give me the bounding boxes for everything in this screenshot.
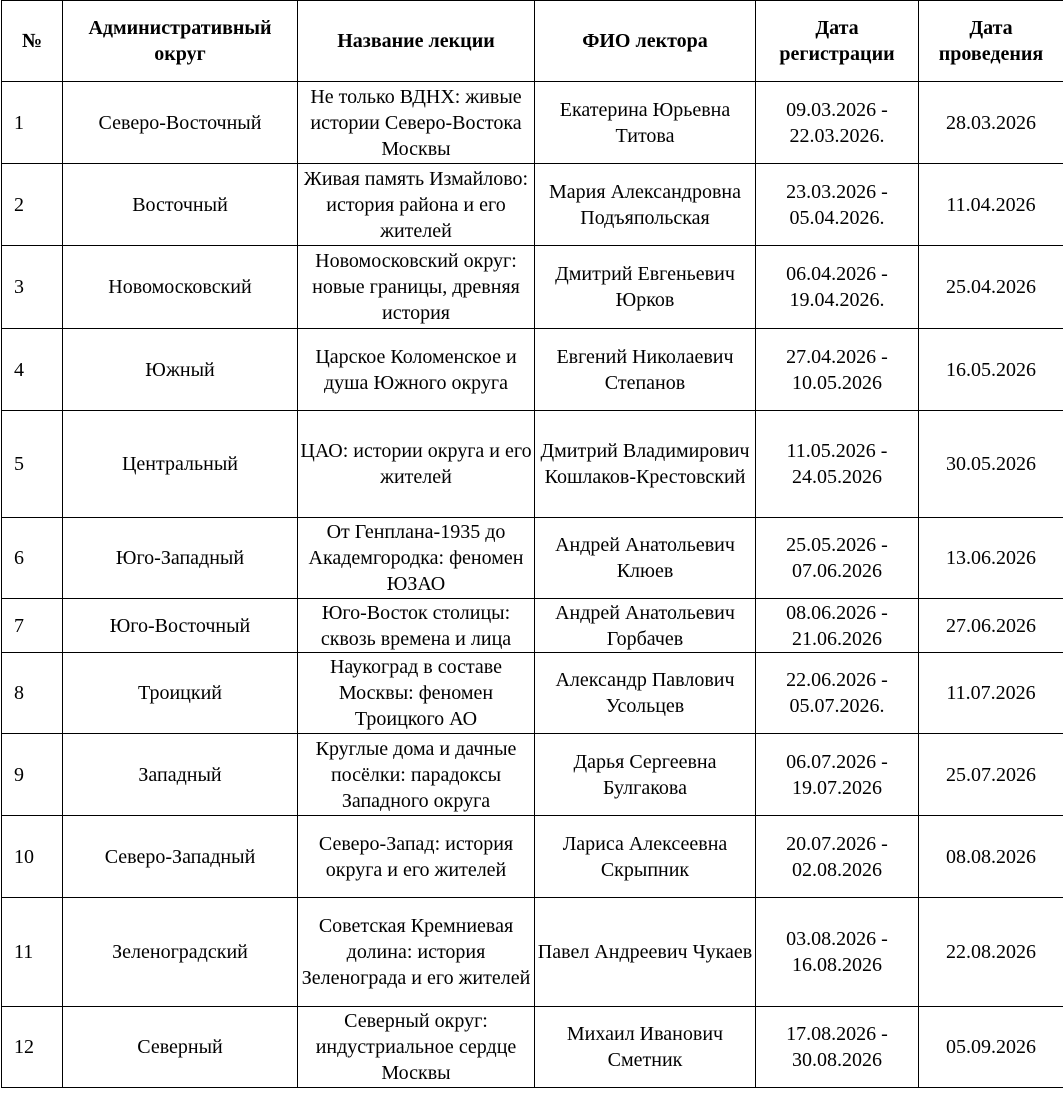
- cell-date: 16.05.2026: [919, 329, 1063, 411]
- cell-lecture: Северный округ: индустриальное сердце Москвы: [298, 1007, 535, 1088]
- cell-date: 22.08.2026: [919, 898, 1063, 1007]
- cell-number: 3: [2, 246, 63, 329]
- cell-district: Центральный: [63, 411, 298, 518]
- cell-registration: 03.08.2026 - 16.08.2026: [756, 898, 919, 1007]
- header-row: [2, 1, 1063, 82]
- table-row: [2, 329, 1063, 411]
- cell-district: Южный: [63, 329, 298, 411]
- table-row: [2, 599, 1063, 653]
- table-row: [2, 734, 1063, 816]
- cell-lecture: Юго-Восток столицы: сквозь времена и лица: [298, 599, 535, 653]
- cell-lecturer: Евгений Николаевич Степанов: [535, 329, 756, 411]
- table-row: [2, 1007, 1063, 1088]
- cell-district: Северо-Западный: [63, 816, 298, 898]
- cell-number: 6: [2, 518, 63, 599]
- cell-registration: 23.03.2026 - 05.04.2026.: [756, 164, 919, 246]
- cell-number: 2: [2, 164, 63, 246]
- cell-date: 28.03.2026: [919, 82, 1063, 164]
- cell-lecture: Советская Кремниевая долина: история Зеленограда и его жителей: [298, 898, 535, 1007]
- cell-number: 9: [2, 734, 63, 816]
- header-number: №: [2, 1, 63, 82]
- cell-lecturer: Михаил Иванович Сметник: [535, 1007, 756, 1088]
- cell-lecture: Не только ВДНХ: живые истории Северо-Востока Москвы: [298, 82, 535, 164]
- table-row: [2, 164, 1063, 246]
- cell-lecturer: Андрей Анатольевич Клюев: [535, 518, 756, 599]
- cell-number: 4: [2, 329, 63, 411]
- header-registration: Дата регистрации: [756, 1, 919, 82]
- cell-lecturer: Павел Андреевич Чукаев: [535, 898, 756, 1007]
- table-row: [2, 653, 1063, 734]
- cell-lecture: Царское Коломенское и душа Южного округа: [298, 329, 535, 411]
- cell-registration: 06.07.2026 - 19.07.2026: [756, 734, 919, 816]
- header-date: Дата проведения: [919, 1, 1063, 82]
- cell-registration: 27.04.2026 - 10.05.2026: [756, 329, 919, 411]
- table-row: [2, 411, 1063, 518]
- table-row: [2, 898, 1063, 1007]
- cell-date: 13.06.2026: [919, 518, 1063, 599]
- cell-registration: 11.05.2026 - 24.05.2026: [756, 411, 919, 518]
- cell-lecture: От Генплана-1935 до Академгородка: феномен ЮЗАО: [298, 518, 535, 599]
- cell-registration: 17.08.2026 - 30.08.2026: [756, 1007, 919, 1088]
- cell-number: 8: [2, 653, 63, 734]
- cell-district: Северный: [63, 1007, 298, 1088]
- table-row: [2, 518, 1063, 599]
- header-district: Административный округ: [63, 1, 298, 82]
- cell-lecture: Живая память Измайлово: история района и его жителей: [298, 164, 535, 246]
- cell-lecture: Наукоград в составе Москвы: феномен Троицкого АО: [298, 653, 535, 734]
- cell-lecture: Северо-Запад: история округа и его жителей: [298, 816, 535, 898]
- cell-lecturer: Дмитрий Евгеньевич Юрков: [535, 246, 756, 329]
- cell-date: 11.04.2026: [919, 164, 1063, 246]
- cell-registration: 20.07.2026 - 02.08.2026: [756, 816, 919, 898]
- table-body: [2, 82, 1063, 1088]
- cell-date: 05.09.2026: [919, 1007, 1063, 1088]
- cell-lecturer: Андрей Анатольевич Горбачев: [535, 599, 756, 653]
- cell-number: 10: [2, 816, 63, 898]
- cell-date: 27.06.2026: [919, 599, 1063, 653]
- cell-number: 1: [2, 82, 63, 164]
- cell-district: Западный: [63, 734, 298, 816]
- cell-district: Юго-Западный: [63, 518, 298, 599]
- cell-district: Восточный: [63, 164, 298, 246]
- cell-lecturer: Дмитрий Владимирович Кошлаков-Крестовский: [535, 411, 756, 518]
- cell-date: 08.08.2026: [919, 816, 1063, 898]
- cell-lecturer: Лариса Алексеевна Скрыпник: [535, 816, 756, 898]
- cell-district: Новомосковский: [63, 246, 298, 329]
- cell-registration: 06.04.2026 - 19.04.2026.: [756, 246, 919, 329]
- cell-date: 30.05.2026: [919, 411, 1063, 518]
- table-row: [2, 816, 1063, 898]
- cell-registration: 09.03.2026 - 22.03.2026.: [756, 82, 919, 164]
- cell-district: Северо-Восточный: [63, 82, 298, 164]
- cell-lecturer: Мария Александровна Подъяпольская: [535, 164, 756, 246]
- cell-registration: 22.06.2026 - 05.07.2026.: [756, 653, 919, 734]
- cell-lecture: ЦАО: истории округа и его жителей: [298, 411, 535, 518]
- lecture-schedule-table: [1, 0, 1063, 1088]
- table-row: [2, 246, 1063, 329]
- header-lecture: Название лекции: [298, 1, 535, 82]
- cell-number: 11: [2, 898, 63, 1007]
- cell-date: 11.07.2026: [919, 653, 1063, 734]
- cell-number: 5: [2, 411, 63, 518]
- cell-lecturer: Дарья Сергеевна Булгакова: [535, 734, 756, 816]
- cell-number: 7: [2, 599, 63, 653]
- cell-district: Юго-Восточный: [63, 599, 298, 653]
- cell-district: Зеленоградский: [63, 898, 298, 1007]
- table-row: [2, 82, 1063, 164]
- cell-number: 12: [2, 1007, 63, 1088]
- cell-lecturer: Александр Павлович Усольцев: [535, 653, 756, 734]
- cell-district: Троицкий: [63, 653, 298, 734]
- cell-date: 25.07.2026: [919, 734, 1063, 816]
- cell-registration: 25.05.2026 - 07.06.2026: [756, 518, 919, 599]
- cell-lecture: Новомосковский округ: новые границы, древняя история: [298, 246, 535, 329]
- cell-lecturer: Екатерина Юрьевна Титова: [535, 82, 756, 164]
- cell-date: 25.04.2026: [919, 246, 1063, 329]
- cell-registration: 08.06.2026 - 21.06.2026: [756, 599, 919, 653]
- header-lecturer: ФИО лектора: [535, 1, 756, 82]
- cell-lecture: Круглые дома и дачные посёлки: парадоксы Западного округа: [298, 734, 535, 816]
